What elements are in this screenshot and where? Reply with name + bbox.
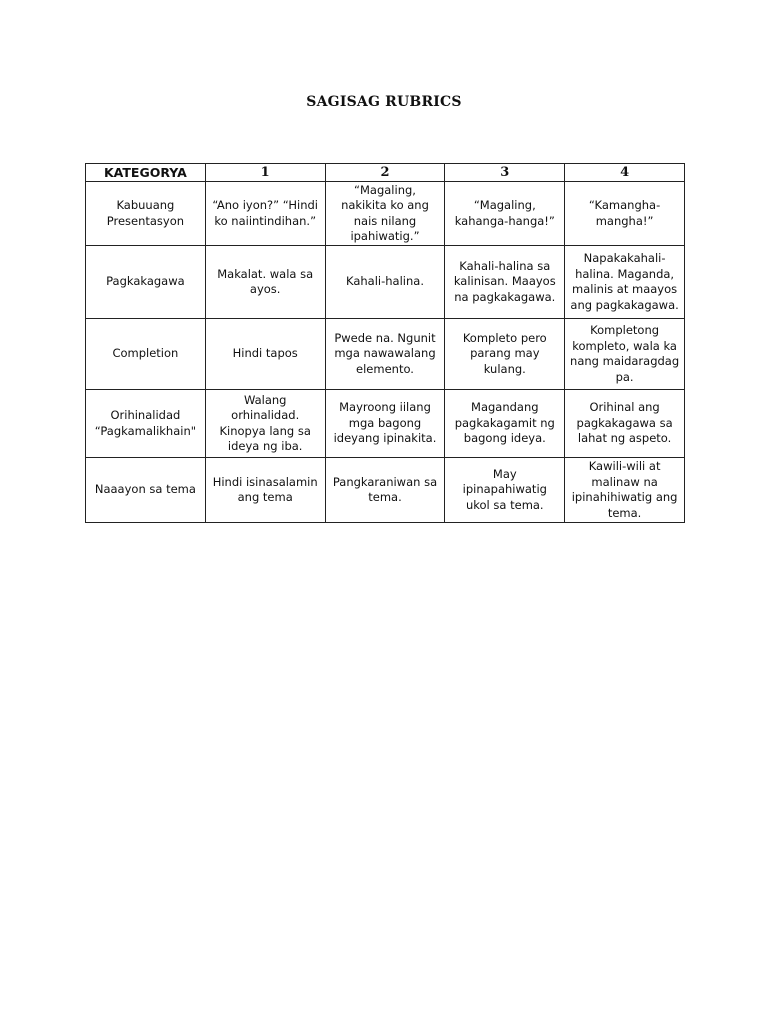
score-cell: Hindi tapos <box>205 319 325 390</box>
header-kategorya: KATEGORYA <box>86 164 206 182</box>
score-cell: Mayroong iilang mga bagong ideyang ipinakita. <box>325 390 445 458</box>
category-cell: Pagkakagawa <box>86 246 206 319</box>
score-cell: Orihinal ang pagkakagawa sa lahat ng aspeto. <box>565 390 685 458</box>
table-row <box>86 246 685 319</box>
table-row <box>86 458 685 523</box>
category-cell: Orihinalidad “Pagkamalikhain" <box>86 390 206 458</box>
score-cell: Kompleto pero parang may kulang. <box>445 319 565 390</box>
table-row <box>86 319 685 390</box>
table-header-row <box>86 164 685 182</box>
category-cell: Completion <box>86 319 206 390</box>
score-cell: Kahali-halina sa kalinisan. Maayos na pagkakagawa. <box>445 246 565 319</box>
score-cell: “Magaling, kahanga-hanga!” <box>445 182 565 246</box>
header-score-4: 4 <box>565 164 685 182</box>
score-cell: Kompletong kompleto, wala ka nang maidaragdag pa. <box>565 319 685 390</box>
score-cell: “Kamangha-mangha!” <box>565 182 685 246</box>
score-cell: Kawili-wili at malinaw na ipinahihiwatig ang tema. <box>565 458 685 523</box>
score-cell: Kahali-halina. <box>325 246 445 319</box>
header-score-2: 2 <box>325 164 445 182</box>
header-score-1: 1 <box>205 164 325 182</box>
category-cell: Naaayon sa tema <box>86 458 206 523</box>
score-cell: May ipinapahiwatig ukol sa tema. <box>445 458 565 523</box>
rubric-table <box>85 163 685 523</box>
score-cell: Hindi isinasalamin ang tema <box>205 458 325 523</box>
score-cell: Walang orhinalidad. Kinopya lang sa ideya ng iba. <box>205 390 325 458</box>
score-cell: Magandang pagkakagamit ng bagong ideya. <box>445 390 565 458</box>
score-cell: Napakakahali-halina. Maganda, malinis at maayos ang pagkakagawa. <box>565 246 685 319</box>
score-cell: “Magaling, nakikita ko ang nais nilang ipahiwatig.” <box>325 182 445 246</box>
score-cell: Makalat. wala sa ayos. <box>205 246 325 319</box>
header-score-3: 3 <box>445 164 565 182</box>
category-cell: Kabuuang Presentasyon <box>86 182 206 246</box>
score-cell: Pwede na. Ngunit mga nawawalang elemento. <box>325 319 445 390</box>
table-row <box>86 390 685 458</box>
table-row <box>86 182 685 246</box>
document-title: SAGISAG RUBRICS <box>306 94 462 110</box>
score-cell: Pangkaraniwan sa tema. <box>325 458 445 523</box>
score-cell: “Ano iyon?” “Hindi ko naiintindihan.” <box>205 182 325 246</box>
